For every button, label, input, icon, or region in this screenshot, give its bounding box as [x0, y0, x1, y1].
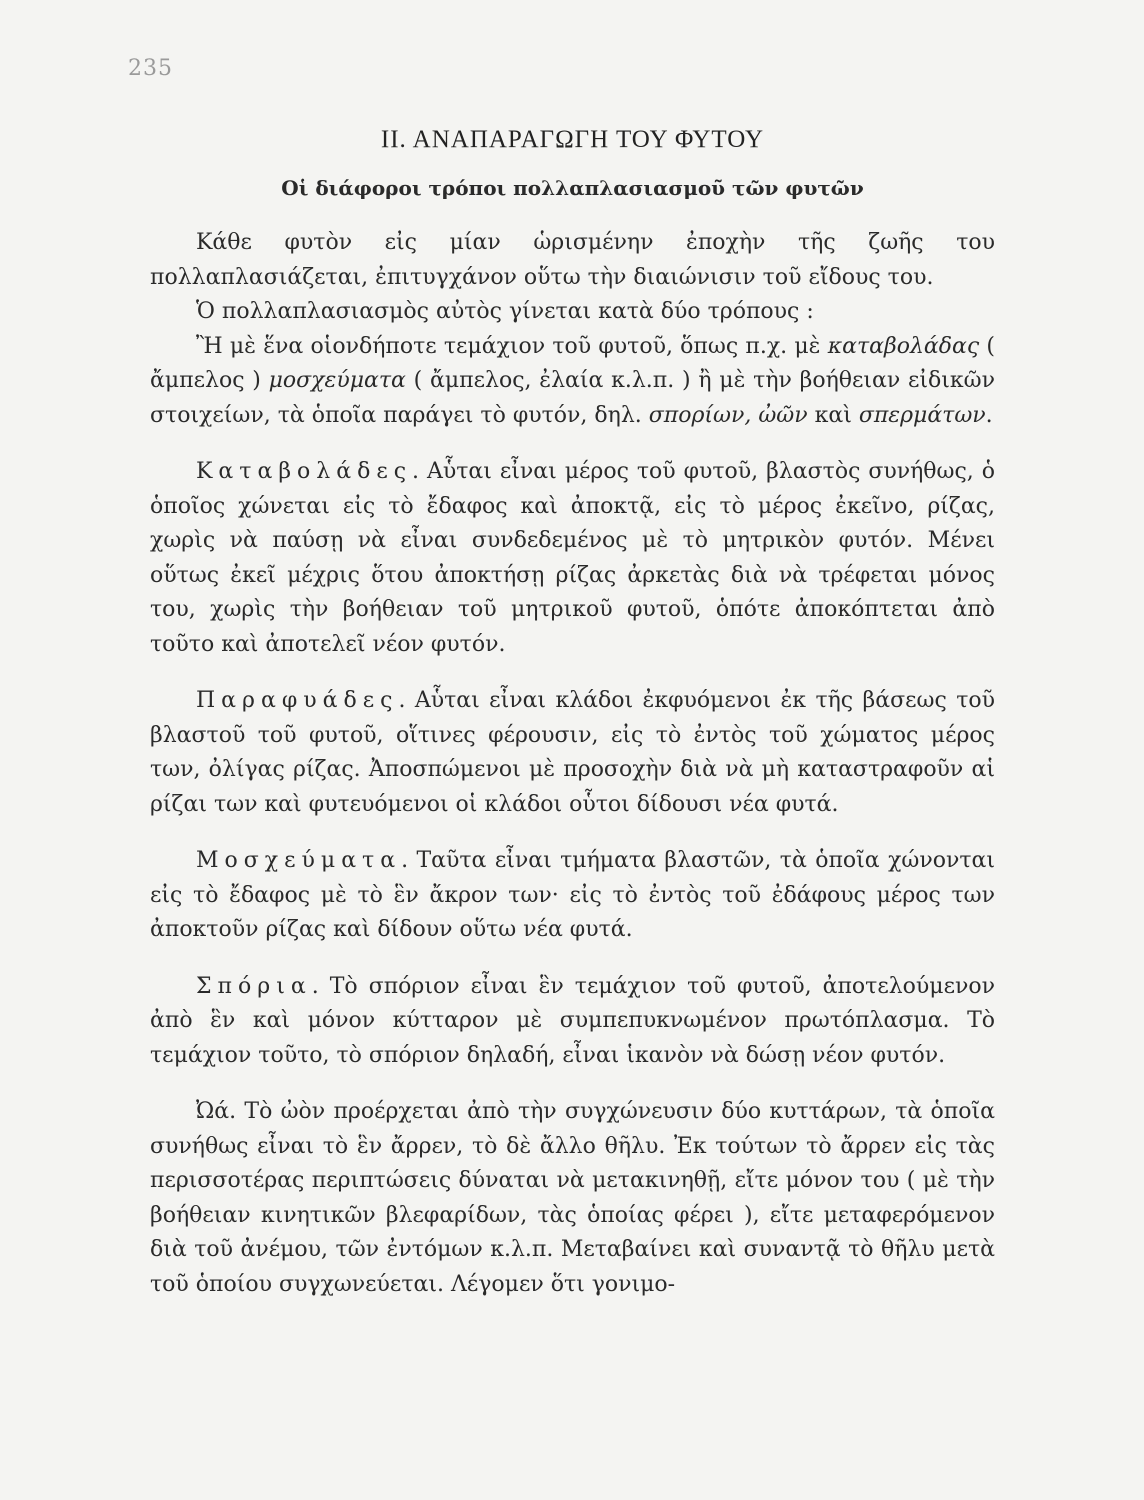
paragraph-parafyades — [150, 684, 995, 822]
term-spermata: σπερμάτων — [858, 402, 986, 428]
text-katavolades: . Αὗται εἶναι μέρος τοῦ φυτοῦ, βλαστὸς συνήθως, ὁ ὁποῖος χώνεται εἰς τὸ ἔδαφος καὶ ἀποκτᾷ, εἰς τὸ μέρος ἐκεῖνο, ρίζας, χωρὶς νὰ παύσῃ νὰ εἶναι συνδεδεμένος μὲ τὸ μητρικὸν φυτόν. Μένει οὕτως ἐκεῖ μέχρις ὅτου ἀποκτήσῃ ρίζας ἀρκετὰς διὰ νὰ τρέφεται μόνος του, χωρὶς τὴν βοήθειαν τοῦ μητρικοῦ φυτοῦ, ὁπότε ἀποκόπτεται ἀπὸ τοῦτο καὶ ἀποτελεῖ νέον φυτόν. — [150, 459, 995, 657]
intro-paragraph-1: Κάθε φυτὸν εἰς μίαν ὡρισμένην ἐποχὴν τῆς ζωῆς του πολλαπλασιάζεται, ἐπιτυγχάνον οὕτω τὴν διαιώνισιν τοῦ εἴδους του. — [150, 230, 995, 290]
heading-oa: Ὠά — [196, 1099, 230, 1124]
term-katavolades: καταβολάδας — [827, 333, 980, 359]
page-content — [150, 126, 995, 1302]
paragraph-sporia — [150, 970, 995, 1074]
text-oa: . Τὸ ὠὸν προέρχεται ἀπὸ τὴν συγχώνευσιν δύο κυττάρων, τὰ ὁποῖα συνήθως εἶναι τὸ ἓν ἄρρεν, τὸ δὲ ἄλλο θῆλυ. Ἐκ τούτων τὸ ἄρρεν εἰς τὰς περισσοτέρας περιπτώσεις δύναται νὰ μετακινηθῇ, εἴτε μόνον του ( μὲ τὴν βοήθειαν κινητικῶν βλεφαρίδων, τὰς ὁποίας φέρει ), εἴτε μεταφερόμενον διὰ τοῦ ἀνέμου, τῶν ἐντόμων κ.λ.π. Μεταβαίνει καὶ συναντᾷ τὸ θῆλυ μετὰ τοῦ ὁποίου συγχωνεύεται. Λέγομεν ὅτι γονιμο- — [150, 1099, 995, 1297]
intro-text: Ἢ μὲ ἕνα οἱονδήποτε τεμάχιον τοῦ φυτοῦ, ὅπως π.χ. μὲ — [196, 333, 828, 359]
intro-text: ( ἄμπελος, ἐλαία κ.λ.π. ) ἢ μὲ τὴν βοήθειαν εἰδικῶν στοιχείων, τὰ ὁποῖα παράγει τὸ φυτόν, δηλ. — [150, 368, 995, 428]
text-parafyades: . Αὗται εἶναι κλάδοι ἐκφυόμενοι ἐκ τῆς βάσεως τοῦ βλαστοῦ τοῦ φυτοῦ, οἵτινες φέρουσιν, εἰς τὸ ἐντὸς τοῦ χώματος μέρος των, ὀλίγας ρίζας. Ἀποσπώμενοι μὲ προσοχὴν διὰ νὰ μὴ καταστραφοῦν αἱ ρίζαι των καὶ φυτευόμενοι οἱ κλάδοι οὗτοι δίδουσι νέα φυτά. — [150, 688, 995, 817]
paragraph-oa — [150, 1095, 995, 1302]
text-moscheumata: . Ταῦτα εἶναι τμήματα βλαστῶν, τὰ ὁποῖα χώνονται εἰς τὸ ἔδαφος μὲ τὸ ἓν ἄκρον των· εἰς τὸ ἐντὸς τοῦ ἐδάφους μέρος των ἀποκτοῦν ρίζας καὶ δίδουν οὕτω νέα φυτά. — [150, 848, 995, 942]
heading-katavolades: Καταβολάδες — [196, 459, 413, 484]
page-number: 235 — [128, 56, 173, 81]
intro-text: καὶ — [807, 402, 859, 428]
term-sporia-oa: σπορίων, ὠῶν — [648, 402, 808, 428]
heading-parafyades: Παραφυάδες — [196, 688, 399, 713]
intro-paragraph-3 — [150, 330, 995, 434]
intro-text: . — [985, 402, 993, 428]
section-title: Οἱ διάφοροι τρόποι πολλαπλασιασμοῦ τῶν φυτῶν — [281, 176, 864, 200]
text-sporia: . Τὸ σπόριον εἶναι ἓν τεμάχιον τοῦ φυτοῦ, ἀποτελούμενον ἀπὸ ἓν καὶ μόνον κύτταρον μὲ συμπεπυκνωμένον πρωτόπλασμα. Τὸ τεμάχιον τοῦτο, τὸ σπόριον δηλαδή, εἶναι ἱκανὸν νὰ δώσῃ νέον φυτόν. — [150, 973, 995, 1068]
term-moscheumata: μοσχεύματα — [268, 368, 406, 393]
paragraph-moscheumata — [150, 844, 995, 948]
heading-moscheumata: Μοσχεύματα — [196, 848, 402, 873]
heading-sporia: Σπόρια — [196, 973, 312, 999]
intro-paragraph-2: Ὁ πολλαπλασιασμὸς αὐτὸς γίνεται κατὰ δύο τρόπους : — [196, 299, 814, 324]
intro-text: ( ἄμπελος ) — [150, 333, 996, 393]
paragraph-katavolades — [150, 455, 995, 662]
chapter-title: ΙΙ. ΑΝΑΠΑΡΑΓΩΓΗ ΤΟΥ ΦΥΤΟΥ — [380, 126, 765, 153]
